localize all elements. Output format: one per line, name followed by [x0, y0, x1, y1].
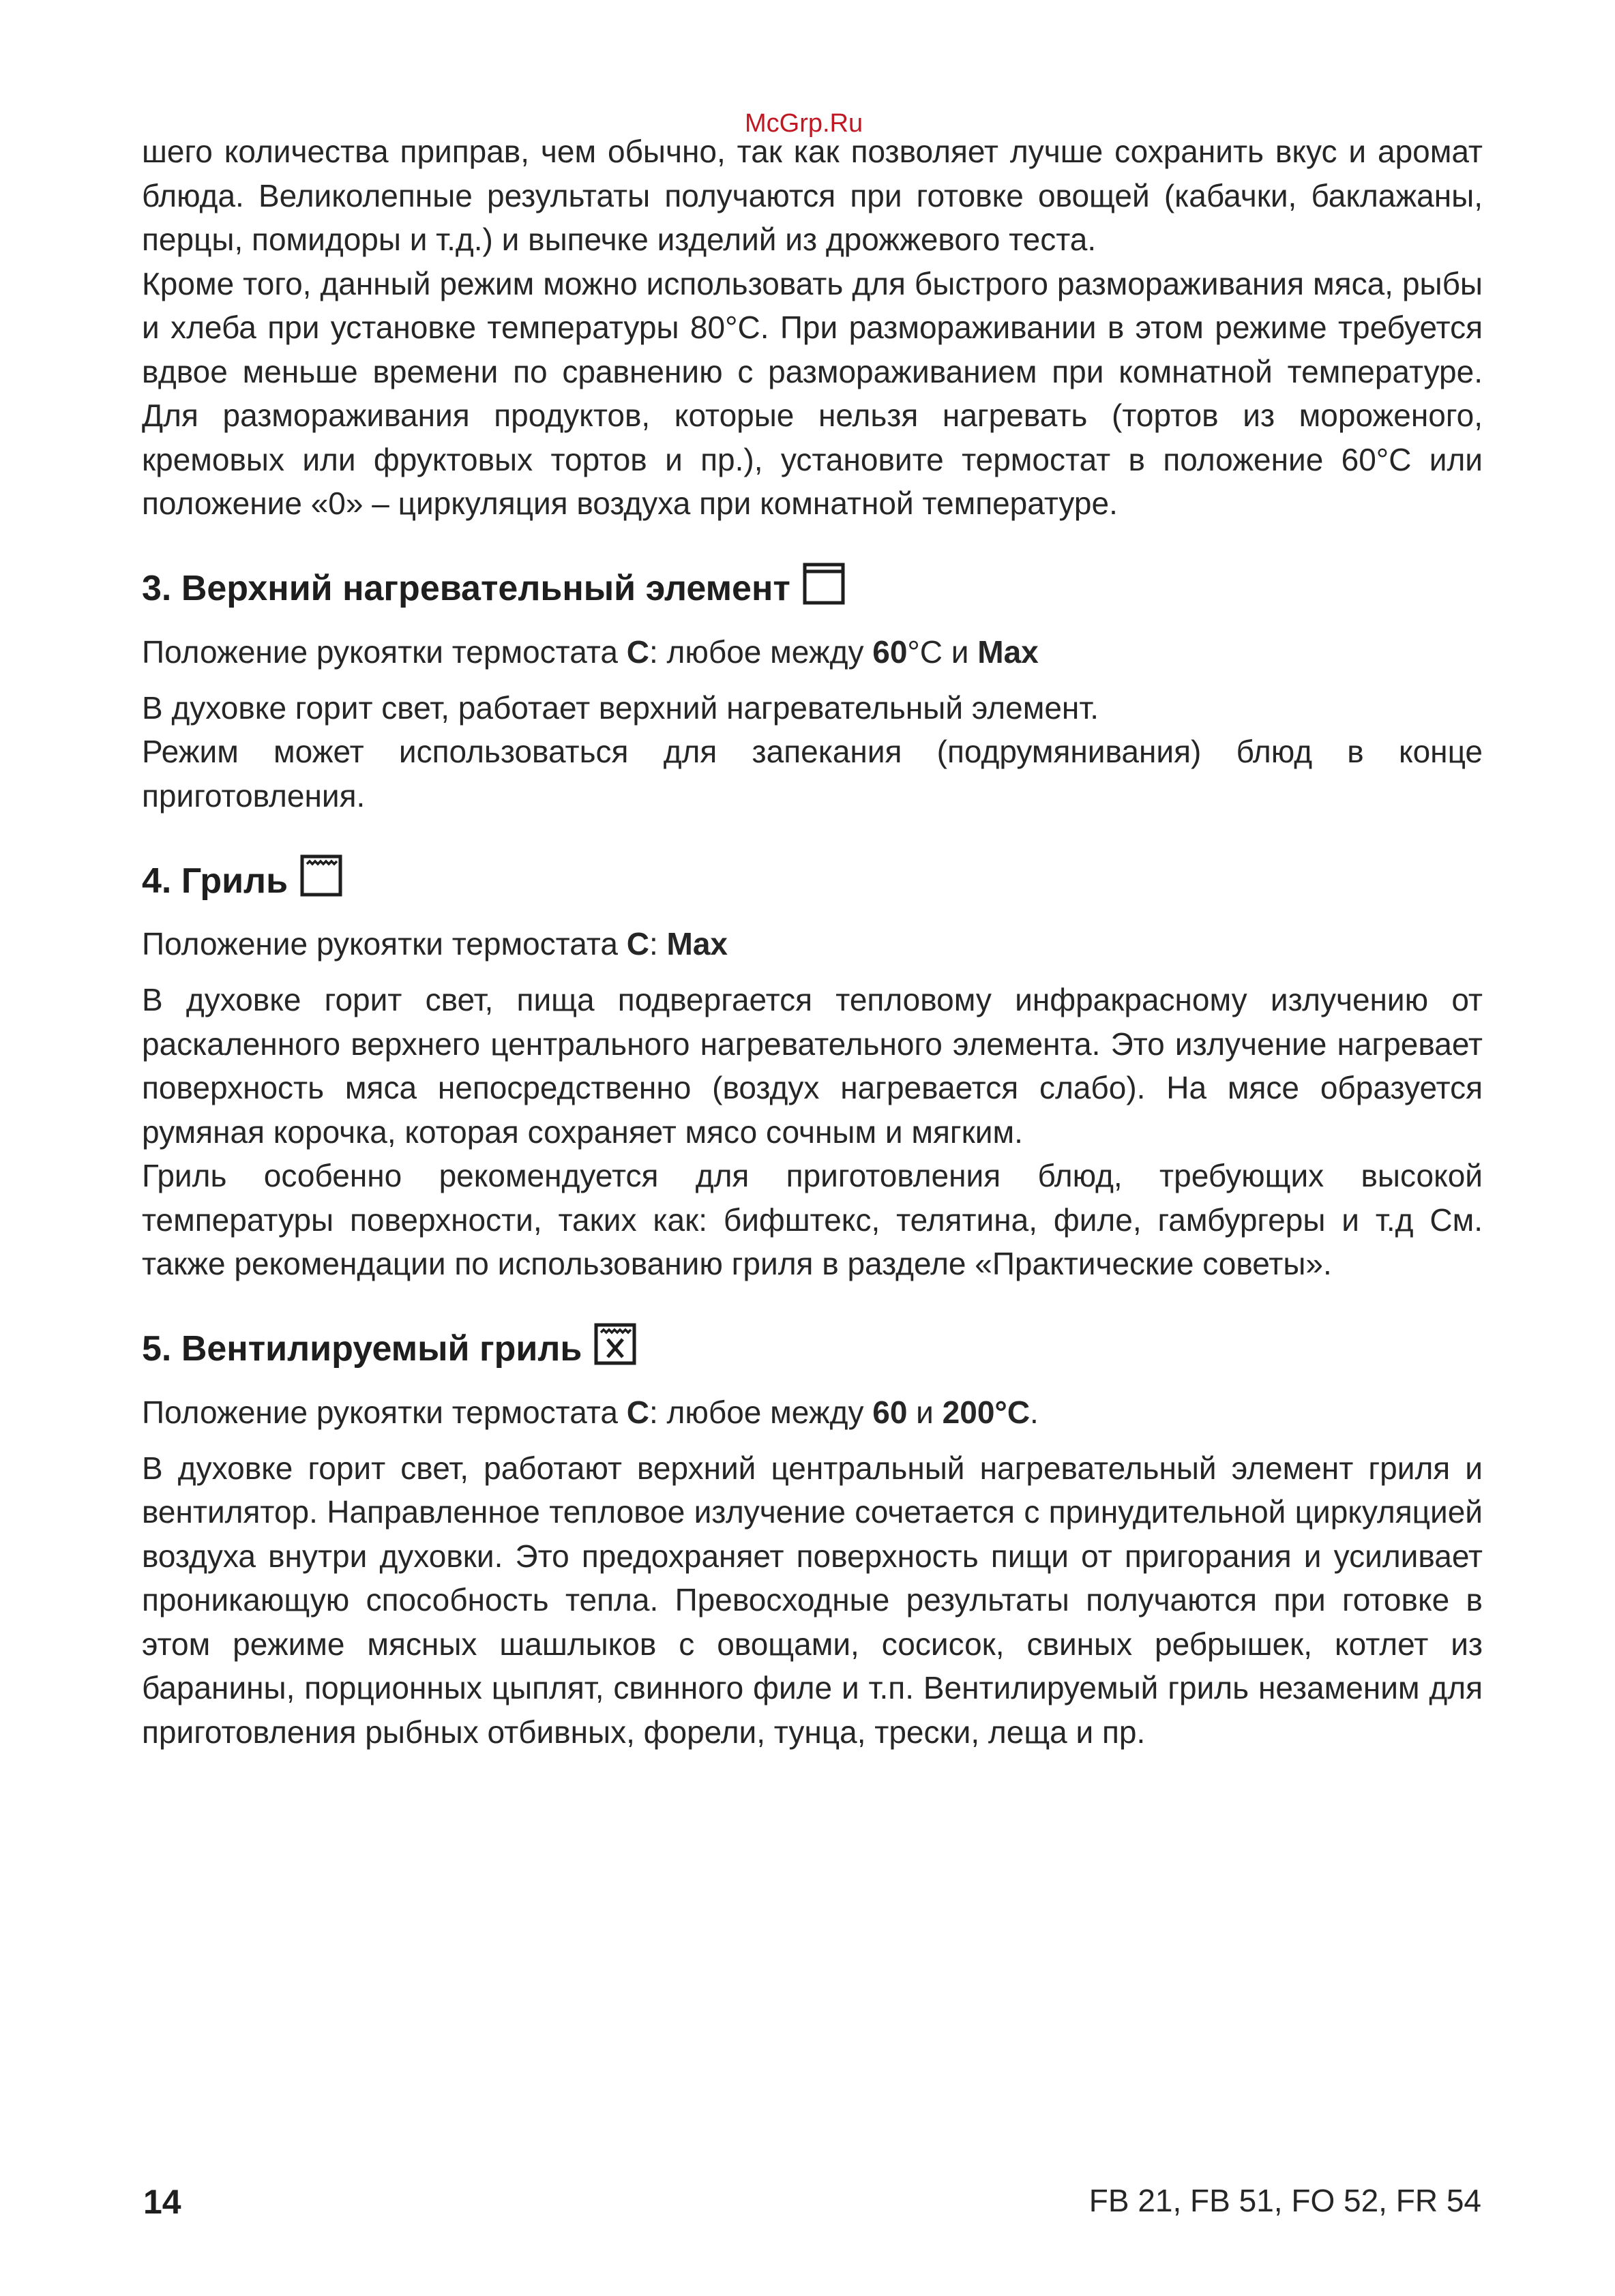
section-title-text: 3. Верхний нагревательный элемент: [142, 569, 790, 608]
thermostat-setting: [142, 922, 1483, 966]
setting-value-2: 200°С: [942, 1394, 1031, 1430]
section-title-text: 4. Гриль: [142, 861, 288, 901]
fan-grill-icon: [594, 1323, 636, 1375]
setting-mid: : любое между: [649, 1394, 873, 1430]
setting-prefix: Положение рукоятки термостата: [142, 926, 627, 961]
setting-mid: :: [649, 926, 667, 961]
section-grill: [142, 854, 1483, 1286]
section-top-heat: [142, 563, 1483, 818]
model-list: FB 21, FB 51, FO 52, FR 54: [1088, 2183, 1481, 2218]
setting-value-1: 60: [872, 633, 908, 670]
setting-value-1: 60: [872, 1394, 908, 1430]
setting-key: С: [626, 926, 649, 961]
setting-mid-2: и: [907, 1394, 943, 1430]
section-title: [142, 854, 1483, 907]
intro-paragraph-2: Кроме того, данный режим можно использовать для быстрого размораживания мяса, рыбы и хлеба при установке температуры 80°С. При размораживании в этом режиме требуется вдвое меньше времени по сравнению с размораживанием при комнатной температуре. Для размораживания продуктов, которые нельзя нагревать (тортов из мороженого, кремовых или фруктовых тортов и пр.), установите термостат в положение 60°С или положение «0» – циркуляция воздуха при комнатной температуре.: [142, 265, 1483, 521]
page-number: 14: [143, 2183, 181, 2221]
section-paragraph: Гриль особенно рекомендуется для приготовления блюд, требующих высокой температуры поверхности, таких как: бифштекс, телятина, филе, гамбургеры и т.д См. также рекомендации по использованию гриля в разделе «Практические советы».: [142, 1158, 1483, 1281]
grill-icon: [300, 854, 342, 907]
setting-key: С: [626, 1394, 649, 1430]
section-title: [142, 563, 1483, 615]
section-title: [142, 1323, 1483, 1375]
intro-paragraph-1: шего количества приправ, чем обычно, так как позволяет лучше сохранить вкус и аромат блюда. Великолепные результаты получаются при готовке овощей (кабачки, баклажаны, перцы, помидоры и т.д.) и выпечке изделий из дрожжевого теста.: [142, 134, 1483, 257]
section-title-text: 5. Вентилируемый гриль: [142, 1329, 582, 1369]
section-paragraph: Режим может использоваться для запекания (подрумянивания) блюд в конце приготовления.: [142, 734, 1483, 814]
setting-mid: : любое между: [649, 633, 873, 670]
thermostat-setting: [142, 630, 1483, 674]
section-paragraph: В духовке горит свет, работает верхний нагревательный элемент.: [142, 689, 1099, 726]
setting-value-1: Max: [666, 926, 728, 961]
setting-end: .: [1030, 1394, 1039, 1430]
setting-mid-2: °С и: [907, 633, 978, 670]
section-fan-grill: [142, 1323, 1483, 1755]
setting-key: С: [626, 633, 649, 670]
page-content: [142, 130, 1483, 1754]
section-paragraph: В духовке горит свет, пища подвергается тепловому инфракрасному излучению от раскаленного верхнего центрального нагревательного элемента. Это излучение нагревает поверхность мяса непосредственно (воздух нагревается слабо). На мясе образуется румяная корочка, которая сохраняет мясо сочным и мягким.: [142, 982, 1483, 1150]
setting-value-2: Max: [977, 633, 1039, 670]
top-heat-icon: [803, 563, 845, 615]
section-paragraph: В духовке горит свет, работают верхний центральный нагревательный элемент гриля и вентилятор. Направленное тепловое излучение сочетается с принудительной циркуляцией воздуха внутри духовки. Это предохраняет поверхность пищи от пригорания и усиливает проникающую способность тепла. Превосходные результаты получаются при готовке в этом режиме мясных шашлыков с овощами, сосисок, свиных ребрышек, котлет из баранины, порционных цыплят, свинного филе и т.п. Вентилируемый гриль незаменим для приготовления рыбных отбивных, форели, тунца, трески, леща и пр.: [142, 1450, 1483, 1750]
thermostat-setting: [142, 1390, 1483, 1434]
setting-prefix: Положение рукоятки термостата: [142, 633, 627, 670]
watermark: McGrp.Ru: [745, 109, 863, 138]
setting-prefix: Положение рукоятки термостата: [142, 1394, 627, 1430]
